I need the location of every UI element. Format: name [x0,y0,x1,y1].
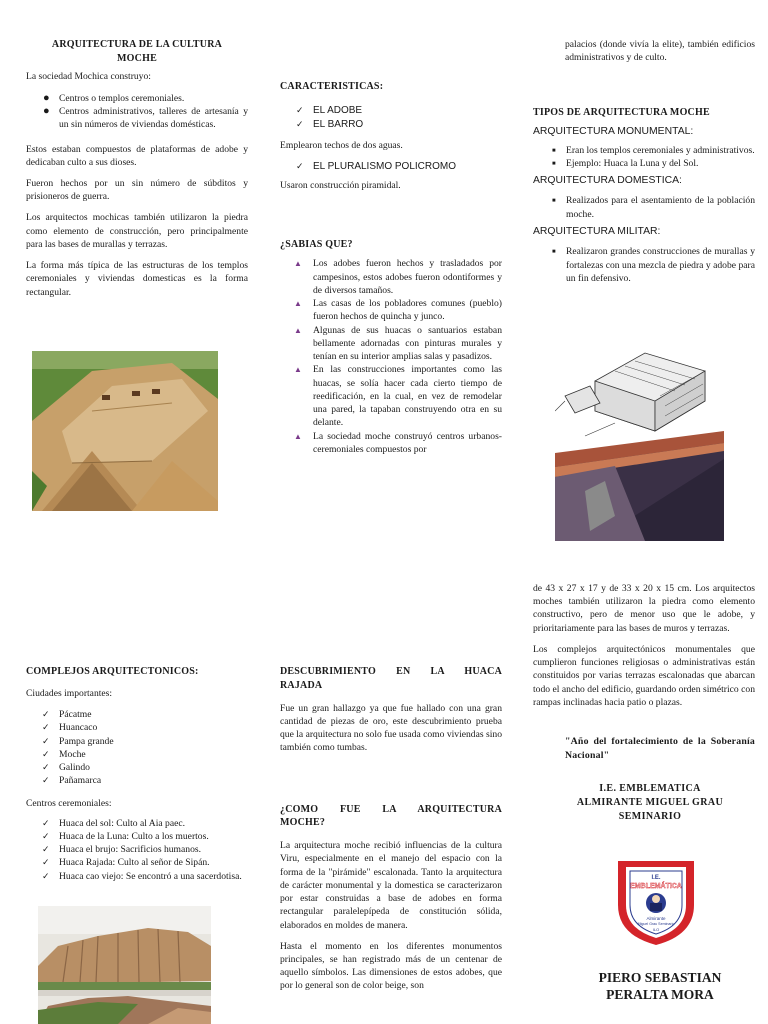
bullet-icon: ● [43,91,50,104]
list-item: ▲ En las construcciones importantes como las huacas, se solía hacer cada cierto tiempo de reedificación, en la cual, en vez de remodelar una pared, la tapaban construyendo otra en su delante. [294,364,502,429]
square-bullet-icon: ■ [552,160,556,167]
characteristics-list [280,104,502,132]
arrow-bullet-icon: ▲ [294,325,302,335]
paragraph: Emplearon techos de dos aguas. [280,140,403,152]
list-item: ✓ Huaca el brujo: Sacrificios humanos. [42,844,201,856]
list-item: ✓ Huaca Rajada: Culto al señor de Sipán. [42,857,210,869]
paragraph: La arquitectura moche recibió influencias de la cultura Viru, especialmente en el manejo del espacio con la forma de la "pirámide" escalonada. Tanto la arquitectura de carácter monumental y la domestica se caracterizaron por estar construidas a base de adobes en forma rectangular paralelepípeda de constitución sólida, elaborados en moldes de manera. [280,840,502,931]
author-name: PIERO SEBASTIAN PERALTA MORA [598,970,722,1002]
list-item: ▲ Las casas de los pobladores comunes (pueblo) fueron hechos de quincha y junco. [294,298,502,323]
check-icon: ✓ [42,844,50,855]
list-item: ✓ Huaca cao viejo: Se encontró a una sacerdotisa. [42,870,242,882]
square-bullet-icon: ■ [552,249,556,256]
seal-text: Almirante [646,916,666,921]
list-item: ✓ Huaca de la Luna: Culto a los muertos. [42,830,209,842]
list-item: ✓ Pañamarca [42,775,102,787]
paragraph: Usaron construcción piramidal. [280,180,401,192]
paragraph: Hasta el momento en los diferentes monumentos principales, se han registrado más de un centenar de aquello símbolos. Las dimensiones de estos adobes, que por lo general son de color beige, son [280,940,502,992]
arrow-bullet-icon: ▲ [294,365,302,375]
list-item: ■ Realizaron grandes construcciones de murallas y fortalezas con una mezcla de piedra y adobe para un fin defensivo. [552,246,755,284]
section-title-how-was: ¿COMO FUE LA ARQUITECTURA MOCHE? [280,803,502,829]
intro-text: La sociedad Mochica construyo: [26,70,151,82]
centers-list [26,817,248,883]
check-icon: ✓ [42,748,50,759]
panel-cover [533,582,755,824]
check-icon: ✓ [42,857,50,868]
section-title-characteristics: CARACTERISTICAS: [280,81,384,92]
check-icon: ✓ [296,118,304,129]
paragraph: palacios (donde vivía la elite), también edificios administrativos y de culto. [565,39,755,64]
list-item: ✓ Huaca del sol: Culto al Aia paec. [42,817,186,829]
school-seal [612,855,700,947]
list-item: ▲ Los adobes fueron hechos y trasladados por campesinos, estos adobes fueron odontiformes y de diversos tamaños. [294,258,502,296]
paragraph: Estos estaban compuestos de plataformas de adobe y dedicaban culto a sus dioses. [26,143,248,168]
list-item: ✓ EL ADOBE [296,104,363,116]
paragraph: Fue un gran hallazgo ya que fue hallado con una gran cantidad de piezas de oro, este descubrimiento prueba que la arquitectura no solo fue usada como viviendas sino también como tumbas. [280,702,502,754]
check-icon: ✓ [42,830,50,841]
seal-text: ILO [652,927,660,932]
cities-heading: Ciudades importantes: [26,687,113,699]
bullet-icon: ● [43,105,50,118]
cities-list [26,708,248,787]
paragraph: Los complejos arquitectónicos monumentales que cumplieron funciones religiosas o administrativas están constituidos por varias terrazas escalonadas que abarcan todo el ancho del edificio, guardando orden simétrico con rampas inclinadas hacia patio o plazas. [533,643,755,708]
list-item: ✓ Huancaco [42,722,98,734]
military-list [533,245,755,285]
arrow-bullet-icon: ▲ [294,259,302,269]
square-bullet-icon: ■ [552,147,556,154]
seal-text: EMBLEMÁTICA [630,883,682,890]
domestic-list [533,194,755,220]
seal-text: Miguel Grau Seminario [637,922,675,926]
panel-complexes [26,665,248,891]
subheading-military: ARQUITECTURA MILITAR: [533,225,661,237]
panel-characteristics [280,80,502,464]
arrow-bullet-icon: ▲ [294,431,302,441]
list-item: ■ Realizados para el asentamiento de la población moche. [552,195,755,220]
subheading-domestic: ARQUITECTURA DOMESTICA: [533,175,682,187]
check-icon: ✓ [296,160,304,171]
paragraph: Los arquitectos mochicas también utilizaron la piedra como elemento de construcción, pero principalmente para las bases de murallas y terrazas. [26,212,248,250]
section-title-did-you-know: ¿SABIAS QUE? [280,238,353,250]
list-item: ✓ Moche [42,748,86,760]
panel-discovery [280,665,502,1001]
paragraph: Fueron hechos por un sin número de súbditos y prisioneros de guerra. [26,178,248,203]
check-icon: ✓ [42,709,50,720]
list-item: ✓ Galindo [42,761,90,773]
check-icon: ✓ [42,761,50,772]
list-item: ✓ EL PLURALISMO POLICROMO [296,160,456,172]
list-item: ✓ EL BARRO [296,118,364,130]
square-bullet-icon: ■ [552,198,556,205]
list-item: ● Centros o templos ceremoniales. [26,92,248,105]
architecture-sketch-photo [555,341,724,541]
check-icon: ✓ [42,817,50,828]
characteristics-list-2 [280,160,502,174]
section-title-discovery: DESCUBRIMIENTO EN LA HUACA RAJADA [280,666,502,691]
list-item: ▲ La sociedad moche construyó centros urbanos-ceremoniales compuestos por [294,430,502,455]
section-title-types: TIPOS DE ARQUITECTURA MOCHE [533,107,710,119]
list-item: ■ Ejemplo: Huaca la Luna y del Sol. [552,157,699,169]
temple-photo [32,351,218,511]
list-item: ● Centros administrativos, talleres de artesanía y un sin números de viviendas domésticas. [43,105,248,131]
huaca-photo [38,906,211,1024]
check-icon: ✓ [296,104,304,115]
subheading-monumental: ARQUITECTURA MONUMENTAL: [533,126,694,138]
list-item: ■ Eran los templos ceremoniales y administrativos. [552,144,755,156]
list-item: ✓ Pampa grande [42,735,114,747]
paragraph: de 43 x 27 x 17 y de 33 x 20 x 15 cm. Los arquitectos moches también utilizaron la piedra como elemento constructivo, pero de menor uso que le adobe, y prioritariamente para las bases de muros y terrazas. [533,583,755,634]
centers-heading: Centros ceremoniales: [26,798,112,810]
facts-list [280,257,502,456]
panel-architecture-types [533,38,755,293]
monumental-list [533,144,755,170]
check-icon: ✓ [42,870,50,881]
section-title-architecture: ARQUITECTURA DE LA CULTURA MOCHE [51,39,223,64]
seal-text: I.E. [651,875,661,881]
list-item: ▲ Algunas de sus huacas o santuarios estaban bellamente adornadas con pinturas murales y tenían en su interior amplias salas y pasadizos. [294,324,502,363]
check-icon: ✓ [42,775,50,786]
list-item: ✓ Pácatme [42,709,92,721]
check-icon: ✓ [42,735,50,746]
section-title-complexes: COMPLEJOS ARQUITECTONICOS: [26,666,199,677]
school-name: I.E. EMBLEMATICA ALMIRANTE MIGUEL GRAU SEMINARIO [576,783,724,822]
motto: "Año del fortalecimiento de la Soberanía Nacional" [565,736,755,761]
buildings-list [26,92,248,132]
arrow-bullet-icon: ▲ [294,299,302,309]
paragraph: La forma más típica de las estructuras de los templos ceremoniales y viviendas domesticas es la forma rectangular. [26,260,248,298]
panel-architecture-intro [26,38,248,307]
check-icon: ✓ [42,722,50,733]
